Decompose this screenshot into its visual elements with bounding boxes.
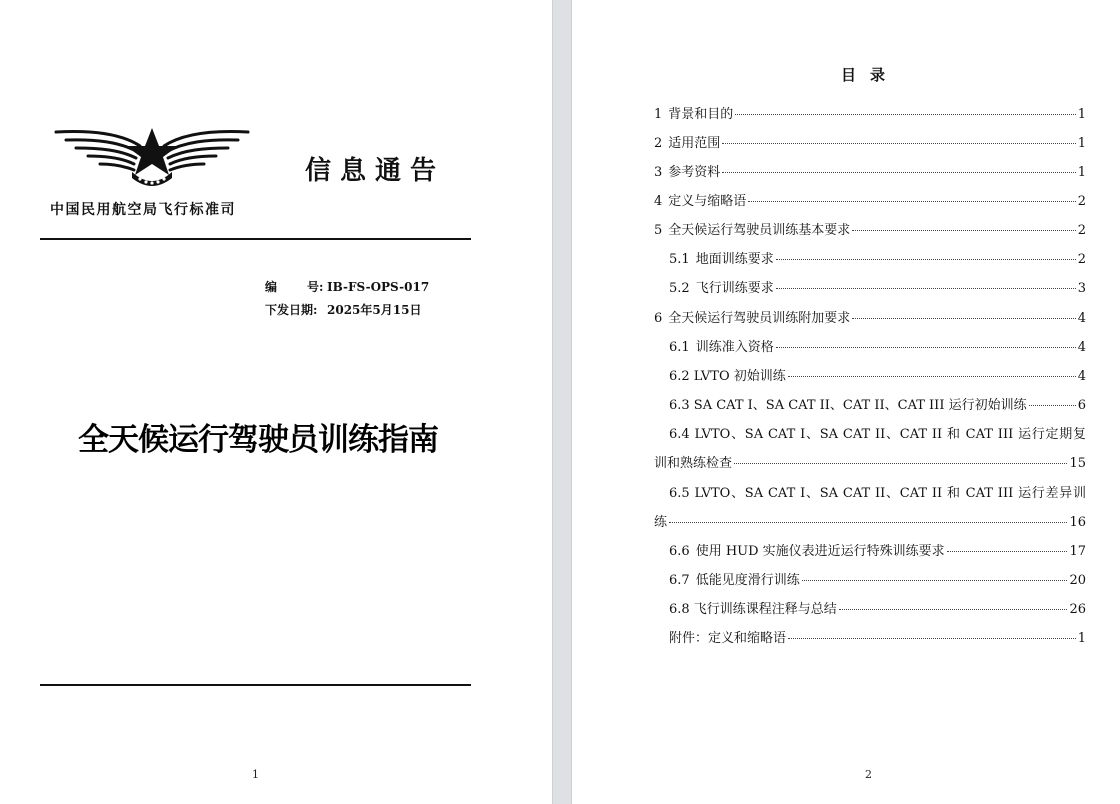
toc-entry-number: 6.7: [669, 573, 690, 588]
page-number: 2: [865, 768, 872, 781]
toc-entry-line[interactable]: 6.4 LVTO、SA CAT I、SA CAT II、CAT II 和 CAT III 运行定期复: [669, 427, 1086, 442]
toc-entry-text: 6.8 飞行训练课程注释与总结: [669, 602, 837, 617]
toc-entry-text: 使用 HUD 实施仪表进近运行特殊训练要求: [695, 544, 945, 559]
toc-entry[interactable]: [669, 598, 1086, 618]
page-1: [0, 0, 552, 804]
page-gutter: [552, 0, 572, 804]
caac-wings-star-emblem: [52, 124, 252, 190]
toc-leader-dots: [788, 375, 1076, 377]
toc-leader-dots: [735, 113, 1075, 115]
toc-leader-dots: [722, 171, 1075, 173]
toc-entry-text: 训和熟练检查: [654, 456, 733, 471]
issue-date: [265, 301, 421, 318]
toc-entry[interactable]: [669, 627, 1086, 647]
toc-entry-number: 6.1: [669, 340, 690, 355]
toc-entry-page: 4: [1077, 311, 1086, 326]
toc-entry-page: 15: [1069, 456, 1086, 471]
toc-entry-text: 背景和目的: [668, 107, 734, 122]
toc-entry[interactable]: [669, 248, 1086, 268]
toc-entry-text: 低能见度滑行训练: [695, 573, 800, 588]
toc-entry-number: 4: [654, 194, 663, 209]
toc-leader-dots: [748, 200, 1075, 202]
toc-entry-number: 2: [654, 136, 663, 151]
toc-entry-page: 1: [1077, 631, 1086, 646]
toc-entry-page: 16: [1069, 515, 1086, 530]
toc-entry-page: 26: [1069, 602, 1086, 617]
toc-entry-page: 6: [1077, 398, 1086, 413]
toc-leader-dots: [839, 608, 1068, 610]
toc-leader-dots: [852, 229, 1075, 231]
page-number: 1: [252, 768, 259, 781]
toc-leader-dots: [669, 521, 1067, 523]
toc-leader-dots: [734, 462, 1067, 464]
toc-entry[interactable]: [654, 511, 1086, 531]
toc-entry[interactable]: [654, 103, 1086, 123]
toc-entry-text: 练: [654, 515, 668, 530]
toc-entry-page: 4: [1077, 369, 1086, 384]
toc-entry-number: 5.2: [669, 281, 690, 296]
toc-entry-number: 6.6: [669, 544, 690, 559]
toc-entry-number: 3: [654, 165, 663, 180]
toc-entry-page: 2: [1077, 252, 1086, 267]
toc-entry[interactable]: [654, 161, 1086, 181]
toc-entry-page: 2: [1077, 223, 1086, 238]
toc-entry[interactable]: [654, 219, 1086, 239]
toc-entry-text: 训练准入资格: [695, 340, 774, 355]
toc-entry-number: 6: [654, 311, 663, 326]
toc-leader-dots: [776, 346, 1076, 348]
toc-entry[interactable]: [654, 190, 1086, 210]
toc-entry-page: 4: [1077, 340, 1086, 355]
toc-entry-page: 1: [1077, 107, 1086, 122]
toc-entry[interactable]: [669, 394, 1086, 414]
notice-type-title: 信息通告: [305, 156, 446, 186]
toc-entry-text: 全天候运行驾驶员训练附加要求: [668, 311, 851, 326]
toc-entry-number: 5: [654, 223, 663, 238]
toc-leader-dots: [776, 287, 1076, 289]
toc-entry-page: 20: [1069, 573, 1086, 588]
toc-entry-text: 定义与缩略语: [668, 194, 747, 209]
toc-entry-page: 2: [1077, 194, 1086, 209]
toc-entry-number: 1: [654, 107, 663, 122]
top-divider: [40, 238, 471, 240]
toc-leader-dots: [1029, 404, 1076, 406]
toc-entry-text: 飞行训练要求: [695, 281, 774, 296]
toc-leader-dots: [852, 317, 1075, 319]
toc-entry[interactable]: [654, 132, 1086, 152]
toc-leader-dots: [776, 258, 1076, 260]
toc-entry-page: 3: [1077, 281, 1086, 296]
toc-entry[interactable]: [669, 336, 1086, 356]
toc-leader-dots: [788, 637, 1076, 639]
toc-entry-text: 6.2 LVTO 初始训练: [669, 369, 786, 384]
toc-entry-page: 1: [1077, 136, 1086, 151]
page-2: [572, 0, 1120, 804]
toc-entry[interactable]: [669, 365, 1086, 385]
number-label-2: 号:: [307, 280, 324, 294]
toc-entry-page: 1: [1077, 165, 1086, 180]
toc-entry-text: 附件：定义和缩略语: [669, 631, 787, 646]
number-label: 编: [265, 280, 278, 294]
document-number: [265, 278, 429, 295]
toc-entry-page: 17: [1069, 544, 1086, 559]
number-value: IB-FS-OPS-017: [327, 280, 430, 294]
toc-entry-text: 地面训练要求: [695, 252, 774, 267]
toc-entry[interactable]: [669, 569, 1086, 589]
toc-heading: 目录: [840, 66, 899, 84]
toc-entry-text: 全天候运行驾驶员训练基本要求: [668, 223, 851, 238]
toc-entry[interactable]: [654, 452, 1086, 472]
toc-leader-dots: [947, 550, 1068, 552]
toc-entry-text: 参考资料: [668, 165, 721, 180]
toc-entry-text: 6.3 SA CAT I、SA CAT II、CAT II、CAT III 运行初始训练: [669, 398, 1027, 413]
toc-leader-dots: [802, 579, 1068, 581]
toc-entry-text: 适用范围: [668, 136, 721, 151]
toc-entry[interactable]: [654, 307, 1086, 327]
date-label: 下发日期:: [265, 303, 318, 317]
toc-entry-number: 5.1: [669, 252, 690, 267]
document-title: 全天候运行驾驶员训练指南: [78, 422, 438, 458]
toc-entry[interactable]: [669, 277, 1086, 297]
date-value: 2025年5月15日: [327, 303, 422, 317]
bottom-divider: [40, 684, 471, 686]
organization-name: 中国民用航空局飞行标准司: [50, 202, 236, 218]
toc-leader-dots: [722, 142, 1075, 144]
toc-entry[interactable]: [669, 540, 1086, 560]
toc-entry-line[interactable]: 6.5 LVTO、SA CAT I、SA CAT II、CAT II 和 CAT III 运行差异训: [669, 486, 1086, 501]
